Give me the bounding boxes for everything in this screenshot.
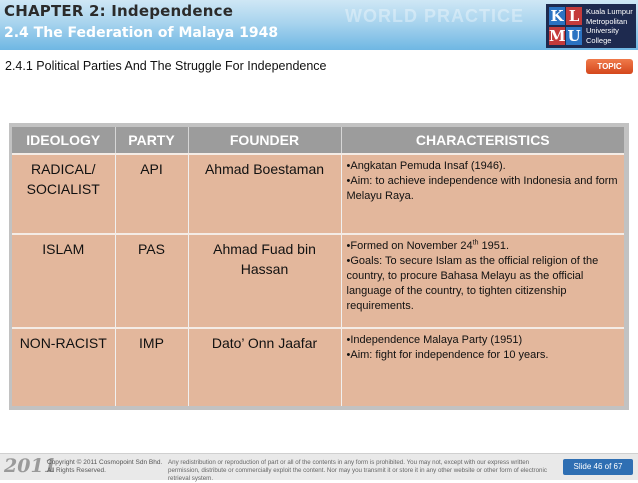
chapter-title: CHAPTER 2: Independence: [4, 2, 234, 20]
header-characteristics: CHARACTERISTICS: [341, 127, 624, 154]
cell-ideology: RADICAL/ SOCIALIST: [12, 154, 115, 234]
table-row: [12, 328, 624, 406]
header-banner: [0, 0, 638, 50]
parties-table: [12, 127, 624, 406]
section-title: 2.4 The Federation of Malaya 1948: [4, 25, 279, 41]
cell-characteristics: [341, 328, 624, 406]
characteristic-line: •Angkatan Pemuda Insaf (1946).: [346, 160, 506, 172]
cell-characteristics: [341, 234, 624, 328]
logo-letter-l: L: [566, 7, 582, 25]
cell-founder: Dato’ Onn Jaafar: [188, 328, 341, 406]
topic-button[interactable]: TOPIC: [586, 59, 633, 74]
header-watermark: WORLD PRACTICE: [345, 6, 524, 26]
cell-party: IMP: [115, 328, 188, 406]
header-party: PARTY: [115, 127, 188, 154]
cell-ideology: NON-RACIST: [12, 328, 115, 406]
footer-copyright: Copyright © 2011 Cosmopoint Sdn Bhd. All Rights Reserved.: [47, 459, 163, 474]
header-founder: FOUNDER: [188, 127, 341, 154]
characteristic-line: •Formed on November 24th 1951.: [346, 239, 510, 252]
logo-letter-m: M: [549, 27, 566, 45]
characteristic-line: •Aim: fight for independence for 10 years.: [346, 349, 549, 361]
logo-letter-k: K: [550, 7, 564, 25]
characteristic-line: •Aim: to achieve independence with Indonesia and form Melayu Raya.: [346, 175, 618, 202]
footer-bar: [0, 453, 638, 480]
header-ideology: IDEOLOGY: [12, 127, 115, 154]
table-header-row: [12, 127, 624, 154]
characteristic-line: •Goals: To secure Islam as the official religion of the country, to procure Bahasa Melayu as the official language of the country, to tighten citizenship requirements.: [346, 255, 599, 312]
cell-ideology: ISLAM: [12, 234, 115, 328]
characteristic-line: •Independence Malaya Party (1951): [346, 334, 523, 346]
footer-legal-notice: Any redistribution or reproduction of part or all of the contents in any form is prohibited. You may not, except with our express written permission, distribute or commercially exploit the content. Nor may you transmit it or store it in any other website or other form of electronic retrieval system.: [168, 459, 547, 482]
cell-party: PAS: [115, 234, 188, 328]
slide-counter: Slide 46 of 67: [563, 459, 633, 475]
cell-founder: Ahmad Boestaman: [188, 154, 341, 234]
cell-party: API: [115, 154, 188, 234]
table-row: [12, 154, 624, 234]
table-row: [12, 234, 624, 328]
logo-text: Kuala Lumpur Metropolitan University College: [586, 7, 633, 45]
kl-mu-logo: [546, 4, 636, 48]
logo-letter-u: U: [567, 27, 581, 45]
cell-characteristics: [341, 154, 624, 234]
footer-year: 2011: [4, 455, 57, 477]
subsection-title: 2.4.1 Political Parties And The Struggle For Independence: [5, 59, 327, 73]
cell-founder: Ahmad Fuad bin Hassan: [188, 234, 341, 328]
